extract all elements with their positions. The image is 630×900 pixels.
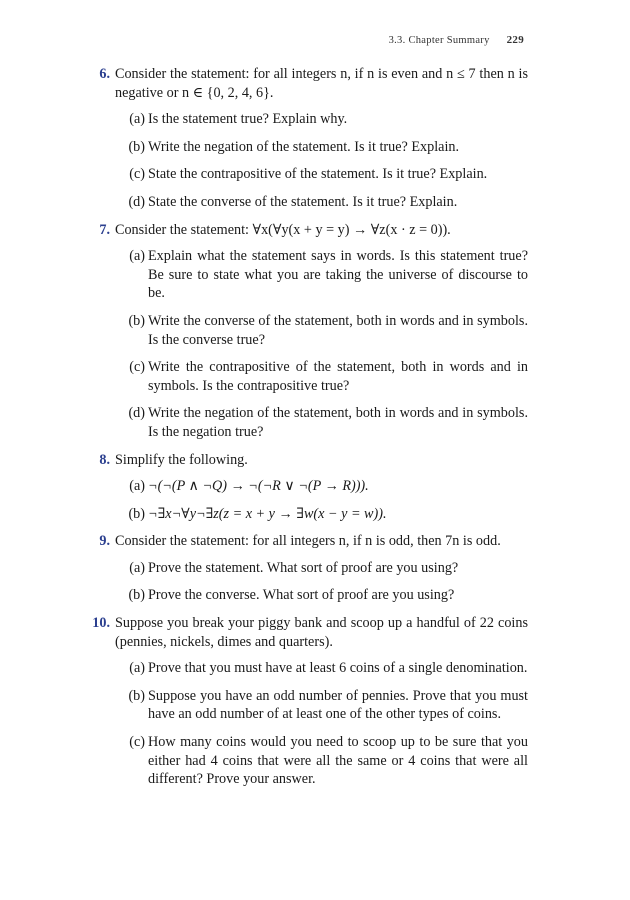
problem-parts xyxy=(115,477,528,523)
problem-parts xyxy=(115,559,528,605)
part-text: Write the converse of the statement, both in words and in symbols. Is the converse true? xyxy=(148,312,528,348)
problem-part xyxy=(115,559,528,578)
problem-part xyxy=(115,659,528,678)
part-label: (b) xyxy=(128,312,145,329)
part-formula: ¬(¬(P ∧ ¬Q) → ¬(¬R ∨ ¬(P → R))). xyxy=(148,478,369,495)
part-label: (c) xyxy=(129,734,145,751)
part-label: (b) xyxy=(128,138,145,155)
problem-part xyxy=(115,687,528,724)
problem-number: 8. xyxy=(99,451,110,468)
part-label: (b) xyxy=(128,505,145,522)
problem-text: Consider the statement: for all integers n, if n is odd, then 7n is odd. xyxy=(115,533,501,550)
part-label: (b) xyxy=(128,687,145,704)
problem-part xyxy=(115,110,528,129)
problem-part xyxy=(115,358,528,395)
problem-part xyxy=(115,404,528,441)
problem-text: Consider the statement: for all integers n, if n is even and n ≤ 7 then n is negative or n ∈ {0, 2, 4, 6}. xyxy=(115,66,528,101)
part-formula: ¬∃x¬∀y¬∃z(z = x + y → ∃w(x − y = w)). xyxy=(148,505,387,522)
page-number: 229 xyxy=(506,34,524,46)
problem-number: 9. xyxy=(99,533,110,550)
problem-10 xyxy=(86,614,528,789)
part-text: Write the negation of the statement. Is it true? Explain. xyxy=(148,138,460,155)
part-text: Write the negation of the statement, both in words and in symbols. Is the negation true? xyxy=(148,405,528,440)
problem-text: Consider the statement: ∀x(∀y(x + y = y) → ∀z(x · z = 0)). xyxy=(115,221,451,238)
part-label: (c) xyxy=(129,166,145,183)
part-text: State the converse of the statement. Is it true? Explain. xyxy=(148,193,458,210)
problem-part xyxy=(115,505,528,524)
part-text: Explain what the statement says in words. Is this statement true? Be sure to state what you are taking the universe of discourse to be. xyxy=(148,248,528,302)
part-label: (c) xyxy=(129,359,145,376)
problem-number: 7. xyxy=(99,221,110,238)
problem-part xyxy=(115,733,528,789)
problem-number: 10. xyxy=(92,615,110,632)
part-text: Write the contrapositive of the statement, both in words and in symbols. Is the contrapositive true? xyxy=(148,359,528,394)
problem-parts xyxy=(115,659,528,789)
running-header xyxy=(389,34,524,46)
problem-part xyxy=(115,165,528,184)
part-text: Prove the statement. What sort of proof are you using? xyxy=(148,559,459,576)
part-text: Suppose you have an odd number of pennies. Prove that you must have an odd number of at least one of the other types of coins. xyxy=(148,687,528,723)
problem-parts xyxy=(115,110,528,211)
problem-text: Simplify the following. xyxy=(115,451,248,468)
part-label: (d) xyxy=(128,193,145,210)
problem-part xyxy=(115,312,528,349)
problem-part xyxy=(115,586,528,605)
part-label: (a) xyxy=(129,248,145,265)
part-text: Prove the converse. What sort of proof are you using? xyxy=(148,587,455,604)
part-text: Prove that you must have at least 6 coins of a single denomination. xyxy=(148,660,528,677)
problem-part xyxy=(115,477,528,496)
part-label: (b) xyxy=(128,587,145,604)
problem-6 xyxy=(86,65,528,212)
part-text: State the contrapositive of the statement. Is it true? Explain. xyxy=(148,166,488,183)
problem-part xyxy=(115,138,528,157)
problem-7 xyxy=(86,221,528,442)
part-text: Is the statement true? Explain why. xyxy=(148,111,348,128)
problem-parts xyxy=(115,247,528,441)
part-text: How many coins would you need to scoop up to be sure that you either had 4 coins that were all the same or 4 coins that were all different? Prove your answer. xyxy=(148,734,528,788)
problem-part xyxy=(115,247,528,303)
exercise-list xyxy=(86,65,528,798)
part-label: (a) xyxy=(129,660,145,677)
problem-number: 6. xyxy=(99,66,110,82)
problem-8 xyxy=(86,451,528,524)
problem-text: Suppose you break your piggy bank and scoop up a handful of 22 coins (pennies, nickels, dimes and quarters). xyxy=(115,615,528,650)
section-title: 3.3. Chapter Summary xyxy=(388,35,490,46)
part-label: (a) xyxy=(129,478,145,495)
part-label: (a) xyxy=(129,111,145,128)
part-label: (a) xyxy=(129,559,145,576)
part-label: (d) xyxy=(128,405,145,422)
problem-9 xyxy=(86,532,528,605)
problem-part xyxy=(115,193,528,212)
